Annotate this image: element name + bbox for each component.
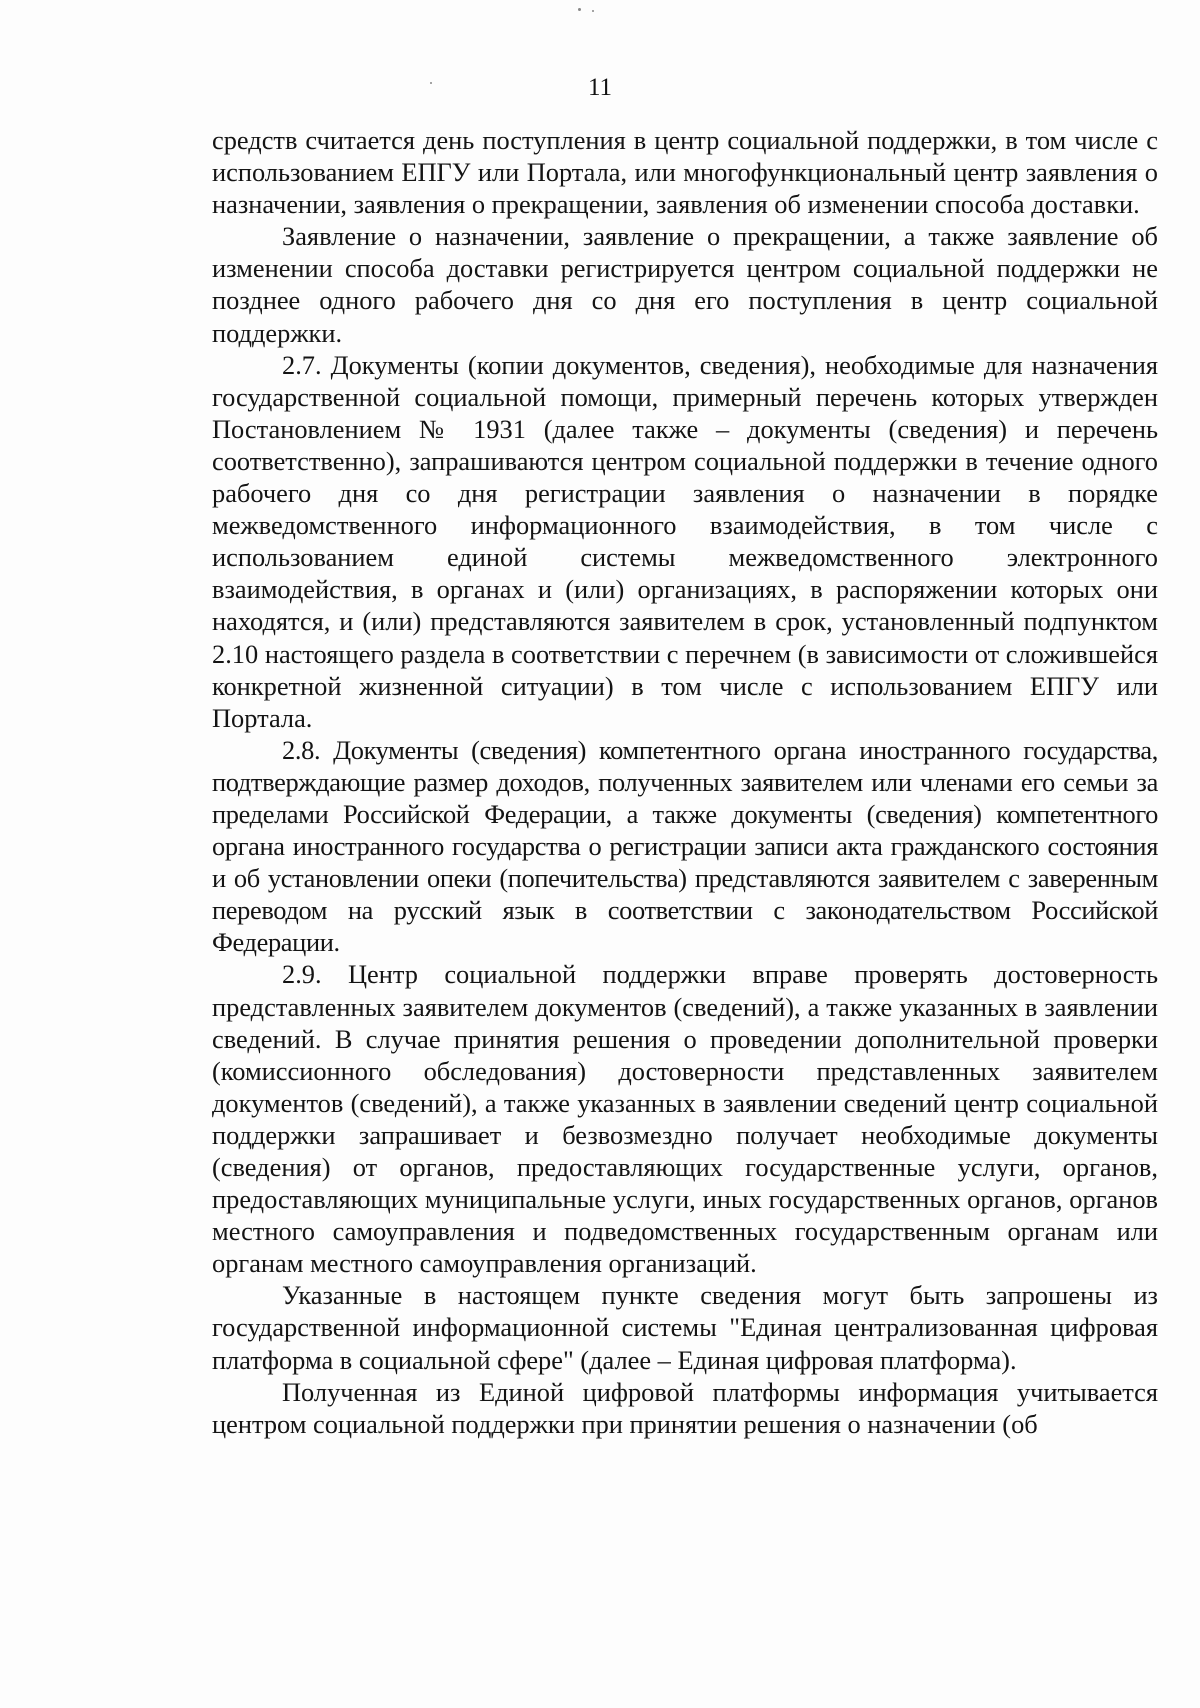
document-body	[212, 124, 1158, 1440]
paragraph-continuation: средств считается день поступления в центр социальной поддержки, в том числе с использованием ЕПГУ или Портала, или многофункциональный центр заявления о назначении, заявления о прекращении, заявления об изменении способа доставки.	[212, 125, 1158, 220]
paragraph-registration: Заявление о назначении, заявление о прекращении, а также заявление об изменении способа доставки регистрируется центром социальной поддержки не позднее одного рабочего дня со дня его поступления в центр социальной поддержки.	[212, 221, 1158, 348]
scan-speck	[578, 8, 581, 11]
paragraph-unified-platform: Указанные в настоящем пункте сведения могут быть запрошены из государственной информационной системы "Единая централизованная цифровая платформа в социальной сфере" (далее – Единая цифровая платформа).	[212, 1280, 1158, 1375]
paragraph-platform-information: Полученная из Единой цифровой платформы информация учитывается центром социальной поддержки при принятии решения о назначении (об	[212, 1376, 1158, 1439]
paragraph-2-9: 2.9. Центр социальной поддержки вправе проверять достоверность представленных заявителем документов (сведений), а также указанных в заявлении сведений. В случае принятия решения о проведении дополнительной проверки (комиссионного обследования) достоверности представленных заявителем документов (сведений), а также указанных в заявлении сведений центр социальной поддержки запрашивает и безвозмездно получает необходимые документы (сведения) от органов, предоставляющих государственные услуги, органов, предоставляющих муниципальные услуги, иных государственных органов, органов местного самоуправления и подведомственных государственным органам или органам местного самоуправления организаций.	[212, 959, 1158, 1279]
paragraph-2-7: 2.7. Документы (копии документов, сведения), необходимые для назначения государственной социальной помощи, примерный перечень которых утвержден Постановлением № 1931 (далее также – документы (сведения) и перечень соответственно), запрашиваются центром социальной поддержки в течение одного рабочего дня со дня регистрации заявления о назначении в порядке межведомственного информационного взаимодействия, в том числе с использованием единой системы межведомственного электронного взаимодействия, в органах и (или) организациях, в распоряжении которых они находятся, и (или) представляются заявителем в срок, установленный подпунктом 2.10 настоящего раздела в соответствии с перечнем (в зависимости от сложившейся конкретной жизненной ситуации) в том числе с использованием ЕПГУ или Портала.	[212, 349, 1158, 733]
scan-speck	[592, 10, 594, 12]
page-number: 11	[587, 74, 613, 101]
paragraph-2-8: 2.8. Документы (сведения) компетентного органа иностранного государства, подтверждающие размер доходов, полученных заявителем или членами его семьи за пределами Российской Федерации, а также документы (сведения) компетентного органа иностранного государства о регистрации записи акта гражданского состояния и об установлении опеки (попечительства) представляются заявителем с заверенным переводом на русский язык в соответствии с законодательством Российской Федерации.	[212, 734, 1158, 958]
